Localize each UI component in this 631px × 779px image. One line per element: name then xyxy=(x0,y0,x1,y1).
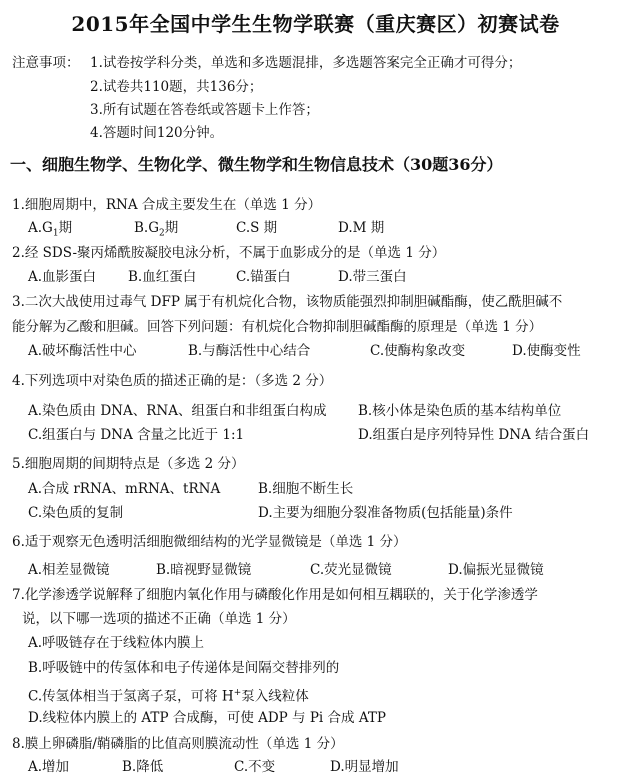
q1-option-b: $B.G_2$期 xyxy=(134,220,179,239)
q3-option-b: B.与酶活性中心结合 xyxy=(188,343,311,359)
q4-stem: 4.下列选项中对染色质的描述正确的是：（多选 2 分） xyxy=(12,373,333,389)
q2-option-a: A.血影蛋白 xyxy=(28,269,97,285)
q6-option-b: B.暗视野显微镜 xyxy=(156,562,252,578)
q6-option-a: A.相差显微镜 xyxy=(28,562,110,578)
q8-option-b: B.降低 xyxy=(122,759,164,775)
q7-option-b: B.呼吸链中的传氢体和电子传递体是间隔交替排列的 xyxy=(28,660,340,676)
q3-option-d: D.使酶变性 xyxy=(512,343,581,359)
q6-option-c: C.荧光显微镜 xyxy=(310,562,392,578)
q4-option-c: C.组蛋白与 DNA 含量之比近于 1:1 xyxy=(28,427,245,443)
q2-option-d: D.带三蛋白 xyxy=(338,269,407,285)
q3-stem-line2: 能分解为乙酸和胆碱。回答下列问题：有机烷化合物抑制胆碱酯酶的原理是（单选 1 分） xyxy=(12,319,543,335)
note-item-4: 4.答题时间120分钟。 xyxy=(90,125,224,141)
q5-stem: 5.细胞周期的间期特点是（多选 2 分） xyxy=(12,456,245,472)
q7-stem-line1: 7.化学渗透学说解释了细胞内氧化作用与磷酸化作用是如何相互耦联的，关于化学渗透学 xyxy=(12,587,538,603)
notes-label: 注意事项： xyxy=(12,55,80,71)
q6-stem: 6.适于观察无色透明活细胞微细结构的光学显微镜是（单选 1 分） xyxy=(12,534,407,550)
section-heading: 一、细胞生物学、生物化学、微生物学和生物信息技术（30题36分） xyxy=(10,155,503,174)
q6-option-d: D.偏振光显微镜 xyxy=(448,562,544,578)
note-item-2: 2.试卷共110题，共136分； xyxy=(90,79,263,95)
q2-option-c: C.锚蛋白 xyxy=(236,269,291,285)
q1-option-a: $A.G_1$期 xyxy=(28,220,73,239)
q7-option-c: C.传氢体相当于氢离子泵，可将 H+泵入线粒体 xyxy=(28,688,309,705)
q3-option-a: A.破坏酶活性中心 xyxy=(28,343,137,359)
q5-option-b: B.细胞不断生长 xyxy=(258,481,354,497)
q4-option-a: A.染色质由 DNA、RNA、组蛋白和非组蛋白构成 xyxy=(28,403,327,419)
q7-option-d: D.线粒体内膜上的 ATP 合成酶，可使 ADP 与 Pi 合成 ATP xyxy=(28,710,386,726)
q3-stem-line1: 3.二次大战使用过毒气 DFP 属于有机烷化合物，该物质能强烈抑制胆碱酯酶，使乙酰胆碱不 xyxy=(12,294,563,310)
q1-option-d: D.M 期 xyxy=(338,220,385,236)
q2-stem: 2.经 SDS-聚丙烯酰胺凝胶电泳分析，不属于血影成分的是（单选 1 分） xyxy=(12,245,446,261)
q8-option-a: A.增加 xyxy=(28,759,70,775)
q5-option-c: C.染色质的复制 xyxy=(28,505,124,521)
q5-option-a: A.合成 rRNA、mRNA、tRNA xyxy=(28,481,221,497)
exam-title: 2015年全国中学生生物学联赛（重庆赛区）初赛试卷 xyxy=(71,12,560,36)
q8-option-d: D.明显增加 xyxy=(330,759,399,775)
q2-option-b: B.血红蛋白 xyxy=(128,269,197,285)
q4-option-d: D.组蛋白是序列特异性 DNA 结合蛋白 xyxy=(358,427,590,443)
q7-stem-line2: 说，以下哪一选项的描述不正确（单选 1 分） xyxy=(22,611,296,627)
q3-option-c: C.使酶构象改变 xyxy=(370,343,466,359)
note-item-1: 1.试卷按学科分类，单选和多选题混排，多选题答案完全正确才可得分； xyxy=(90,55,522,71)
q4-option-b: B.核小体是染色质的基本结构单位 xyxy=(358,403,562,419)
q8-option-c: C.不变 xyxy=(234,759,276,775)
q1-stem: 1.细胞周期中，RNA 合成主要发生在（单选 1 分） xyxy=(12,197,322,213)
q5-option-d: D.主要为细胞分裂准备物质(包括能量)条件 xyxy=(258,505,513,521)
note-item-3: 3.所有试题在答卷纸或答题卡上作答； xyxy=(90,102,319,118)
q1-option-c: C.S 期 xyxy=(236,220,278,236)
q8-stem: 8.膜上卵磷脂/鞘磷脂的比值高则膜流动性（单选 1 分） xyxy=(12,736,344,752)
q7-option-a: A.呼吸链存在于线粒体内膜上 xyxy=(28,635,205,651)
